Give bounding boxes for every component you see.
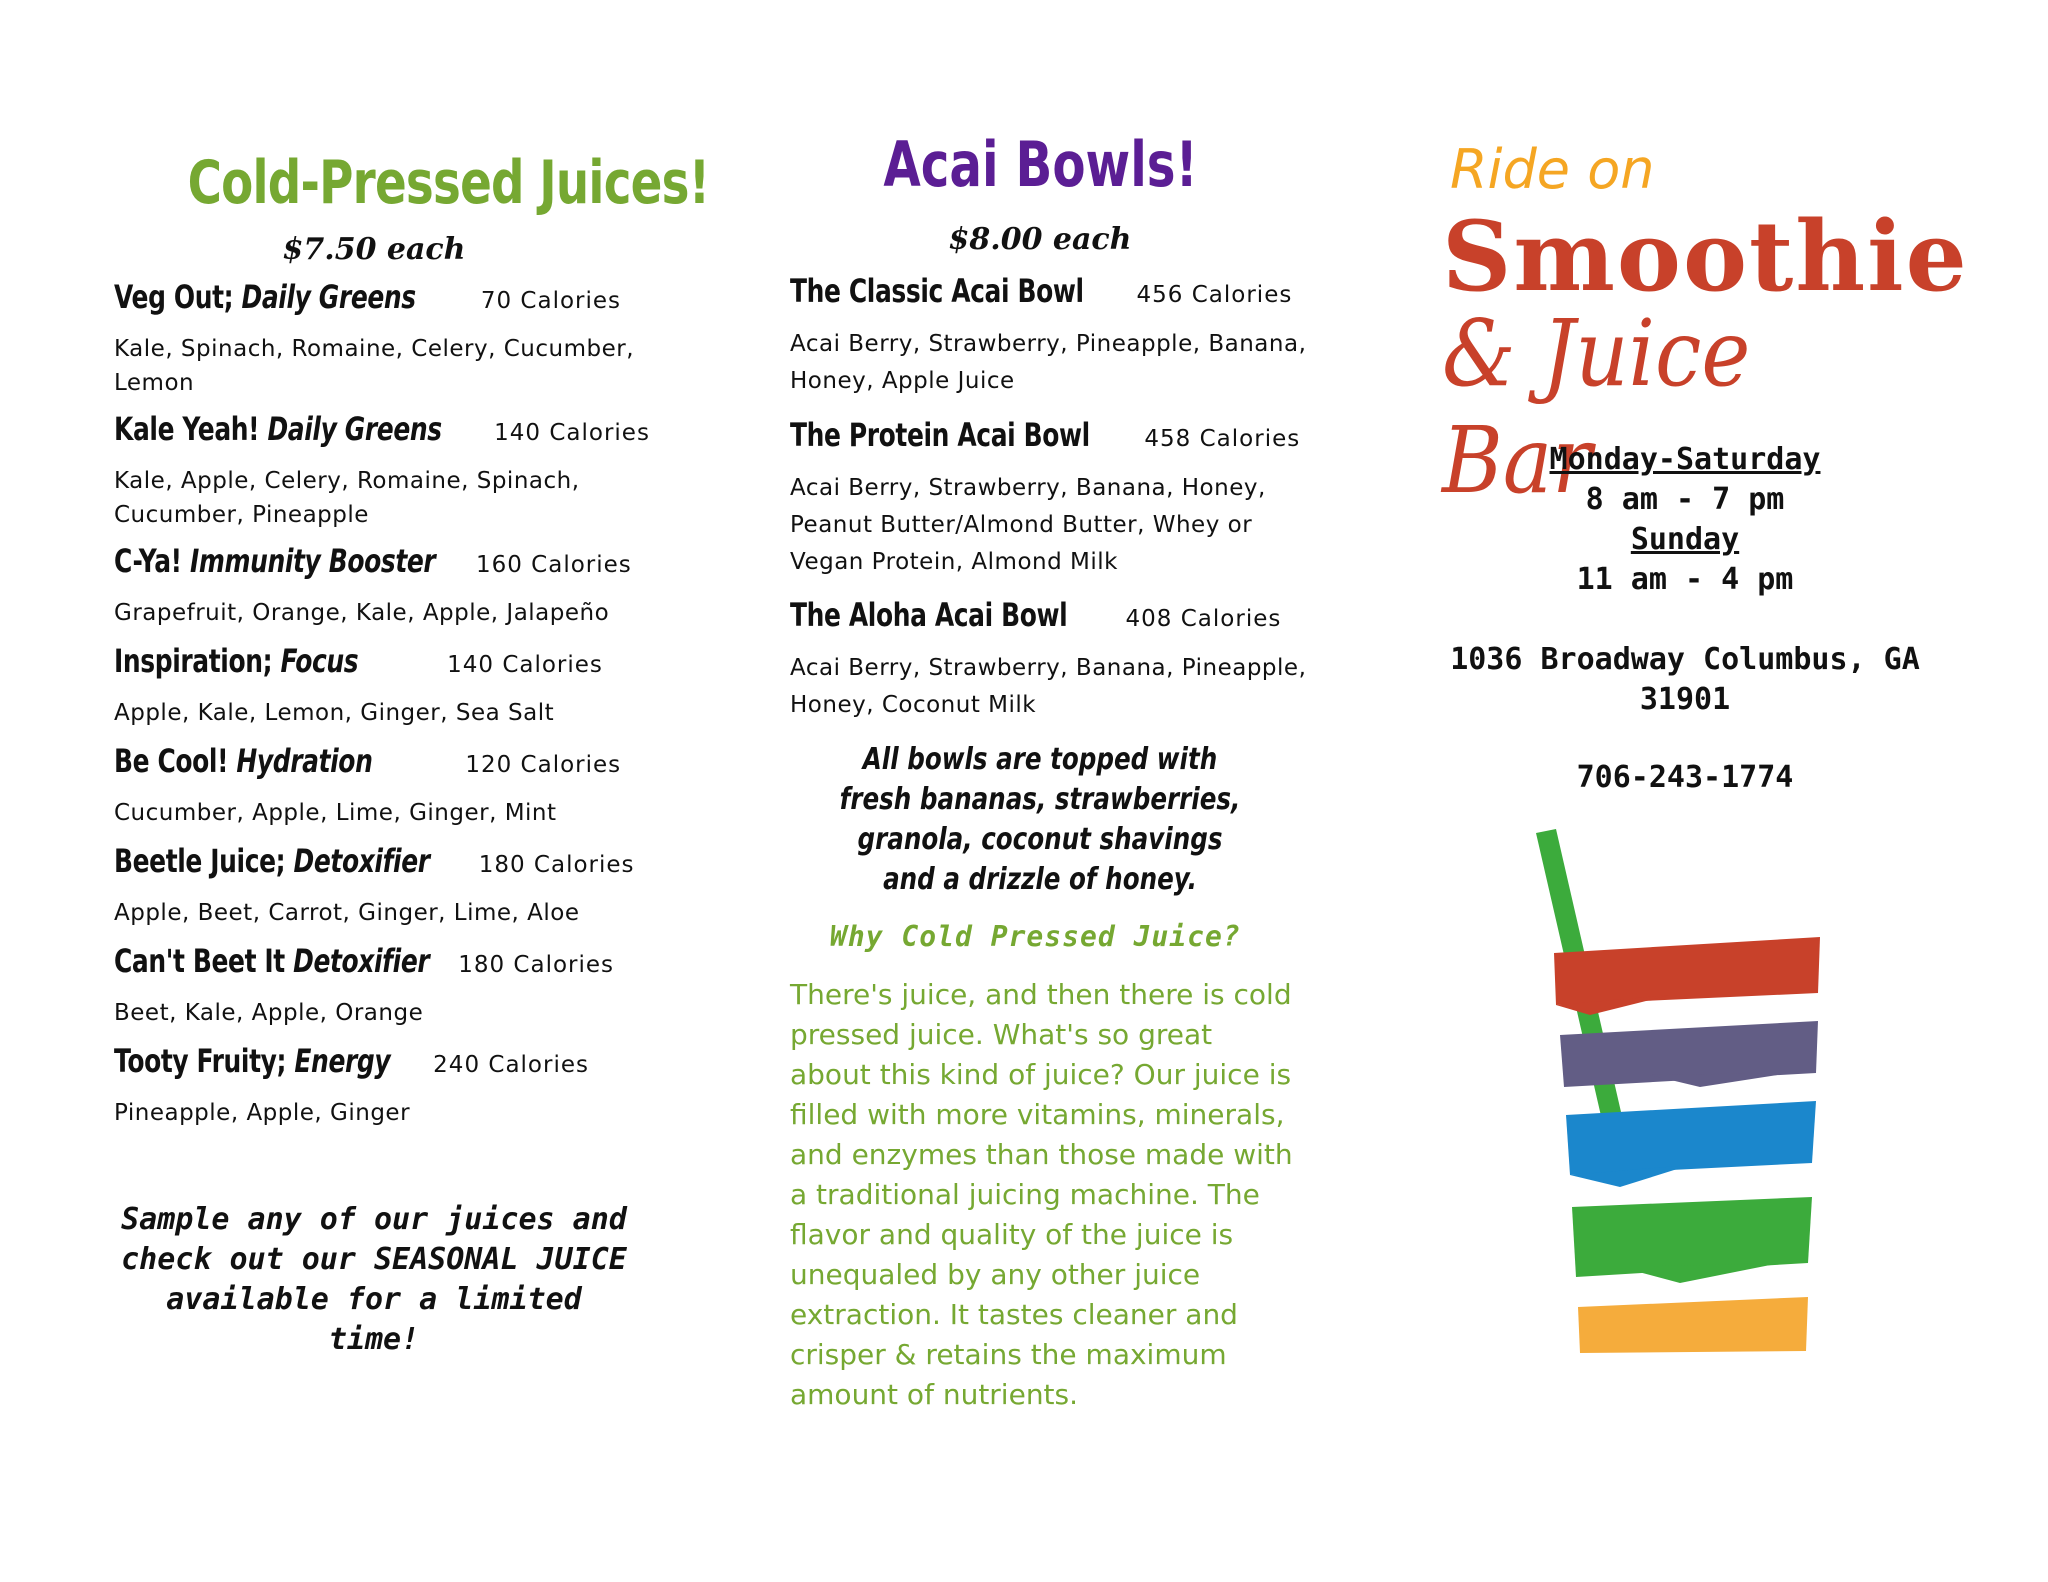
list-item [114,842,654,942]
item-ingredients: Beet, Kale, Apple, Orange [114,1000,424,1026]
brand-line-1: Ride on [1450,138,1655,201]
topping-note: All bowls are topped with fresh bananas, strawberries, granola, coconut shavings and a drizzle of honey. [839,742,1241,897]
item-ingredients: Kale, Spinach, Romaine, Celery, Cucumber, Lemon [114,336,635,396]
weekend-label: Sunday [1630,522,1740,557]
list-item [790,416,1310,596]
item-name: The Aloha Acai Bowl [790,596,1068,634]
juices-heading: Cold-Pressed Juices! [187,148,710,218]
list-item [114,410,654,542]
item-ingredients: Kale, Apple, Celery, Romaine, Spinach, Cucumber, Pineapple [114,468,580,528]
cup-band-green [1572,1197,1812,1277]
item-name: Beetle Juice; Detoxifier [114,842,430,880]
item-calories: 140 Calories [494,420,650,446]
smoothie-cup-icon [1530,825,1850,1365]
item-ingredients: Acai Berry, Strawberry, Pineapple, Banana, Honey, Apple Juice [790,331,1307,394]
item-calories: 160 Calories [475,552,632,578]
brand-line-3: & Juice Bar [1442,300,1751,514]
cup-band-purple-tail [1650,1073,1790,1087]
seasonal-note: Sample any of our juices and check out our SEASONAL JUICE available for a limited time! [121,1202,627,1357]
address-line-1: 1036 Broadway Columbus, GA [1450,642,1920,677]
juices-list [114,278,654,1142]
item-ingredients: Grapefruit, Orange, Kale, Apple, Jalapeño [114,600,610,626]
juices-price: $7.50 each [282,232,466,267]
item-calories: 240 Calories [433,1052,589,1078]
item-calories: 456 Calories [1136,282,1293,308]
item-name: Tooty Fruity; Energy [114,1042,391,1080]
item-name: C-Ya! Immunity Booster [114,542,436,580]
item-ingredients: Cucumber, Apple, Lime, Ginger, Mint [114,800,557,826]
cup-band-red [1554,937,1820,1005]
address-line-2: 31901 [1639,682,1731,717]
weekend-hours: 11 am - 4 pm [1576,562,1794,597]
item-name: The Classic Acai Bowl [790,272,1084,310]
item-calories: 180 Calories [458,952,615,978]
item-calories: 70 Calories [480,288,622,314]
acai-heading: Acai Bowls! [882,128,1198,201]
why-heading: Why Cold Pressed Juice? [830,920,1241,953]
phone-number: 706-243-1774 [1576,760,1794,795]
item-ingredients: Apple, Beet, Carrot, Ginger, Lime, Aloe [114,900,580,926]
acai-list [790,272,1310,740]
acai-price: $8.00 each [948,222,1132,257]
list-item [114,742,654,842]
list-item [114,1042,654,1142]
item-calories: 458 Calories [1144,426,1301,452]
item-calories: 120 Calories [465,752,622,778]
item-name: Be Cool! Hydration [114,742,373,780]
item-name: Inspiration; Focus [114,642,359,680]
item-ingredients: Pineapple, Apple, Ginger [114,1100,411,1126]
item-name: The Protein Acai Bowl [790,416,1090,454]
list-item [114,942,654,1042]
address [1420,640,1950,720]
item-name: Can't Beet It Detoxifier [114,942,430,980]
list-item [790,272,1310,416]
weekday-hours: 8 am - 7 pm [1585,482,1785,517]
list-item [114,278,654,410]
opening-hours [1420,440,1950,600]
item-ingredients: Apple, Kale, Lemon, Ginger, Sea Salt [114,700,555,726]
item-name: Kale Yeah! Daily Greens [114,410,442,448]
list-item [114,542,654,642]
item-calories: 180 Calories [478,852,635,878]
item-calories: 408 Calories [1125,606,1282,632]
list-item [114,642,654,742]
item-ingredients: Acai Berry, Strawberry, Banana, Pineapple, Honey, Coconut Milk [790,655,1307,718]
item-ingredients: Acai Berry, Strawberry, Banana, Honey, Peanut Butter/Almond Butter, Whey or Vegan Protein, Almond Milk [790,475,1266,575]
item-name: Veg Out; Daily Greens [114,278,416,316]
weekday-label: Monday-Saturday [1549,442,1821,477]
brand-line-2: Smoothie [1442,200,1969,313]
list-item [790,596,1310,740]
why-body: There's juice, and then there is cold pressed juice. What's so great about this kind of juice? Our juice is filled with more vitamins, minerals, and enzymes than those made with a traditional juicing machine. The flavor and quality of the juice is unequaled by any other juice extraction. It tastes cleaner and crisper & retains the maximum amount of nutrients. [790,978,1293,1411]
item-calories: 140 Calories [447,652,603,678]
cup-band-orange [1578,1297,1808,1353]
